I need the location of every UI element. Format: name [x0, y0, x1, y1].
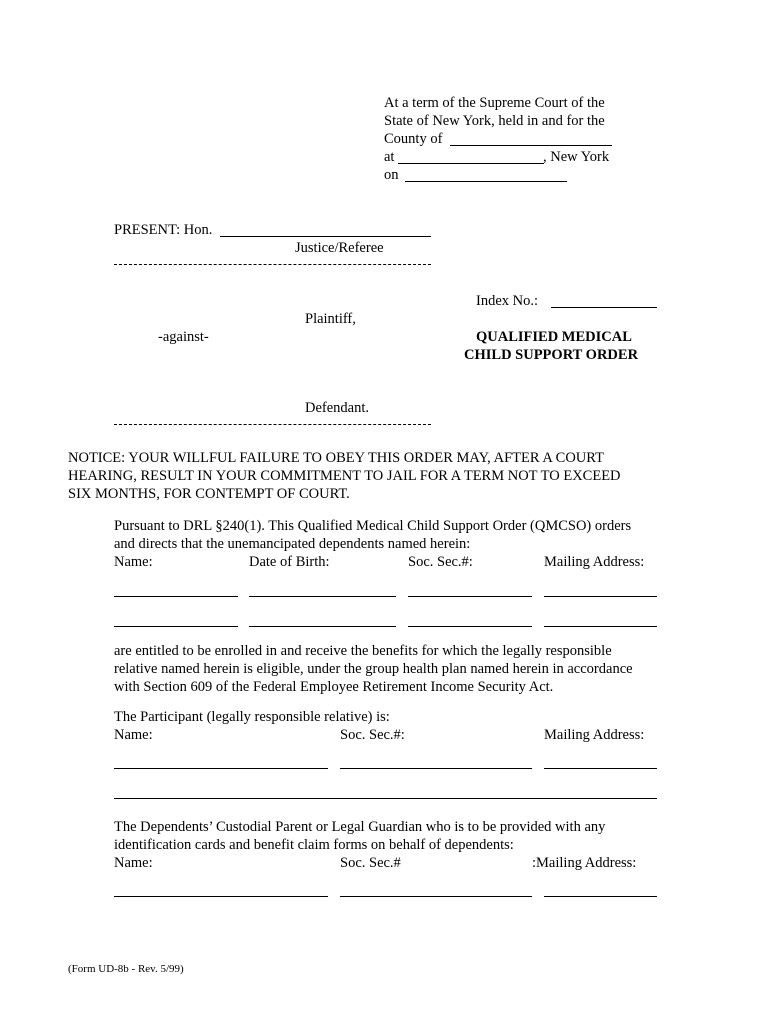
document-title-line2: CHILD SUPPORT ORDER — [464, 347, 639, 363]
entitlement-line1: are entitled to be enrolled in and receive the benefits for which the legally responsible — [114, 643, 612, 659]
judge-name-field[interactable] — [220, 236, 431, 237]
dependent-1-name-field[interactable] — [114, 596, 238, 597]
participant-address-field-2[interactable] — [114, 798, 657, 799]
caption-divider-top — [114, 264, 431, 265]
county-label: County of — [384, 131, 443, 147]
plaintiff-label: Plaintiff, — [305, 311, 356, 327]
notice-line3: SIX MONTHS, FOR CONTEMPT OF COURT. — [68, 486, 350, 502]
notice-line1: NOTICE: YOUR WILLFUL FAILURE TO OBEY THIS ORDER MAY, AFTER A COURT — [68, 450, 604, 466]
against-label: -against- — [158, 329, 209, 345]
caption-divider-bottom — [114, 424, 431, 425]
custodial-address-field[interactable] — [544, 896, 657, 897]
custodial-ssn-field[interactable] — [340, 896, 532, 897]
dependents-col-dob: Date of Birth: — [249, 554, 330, 570]
participant-col-name: Name: — [114, 727, 153, 743]
dependent-1-dob-field[interactable] — [249, 596, 396, 597]
dependent-2-address-field[interactable] — [544, 626, 657, 627]
index-label: Index No.: — [476, 293, 539, 309]
dependents-col-address: Mailing Address: — [544, 554, 645, 570]
dependent-2-ssn-field[interactable] — [408, 626, 532, 627]
notice-line2: HEARING, RESULT IN YOUR COMMITMENT TO JAIL FOR A TERM NOT TO EXCEED — [68, 468, 621, 484]
participant-col-ssn: Soc. Sec.#: — [340, 727, 405, 743]
dependent-2-dob-field[interactable] — [249, 626, 396, 627]
index-number-field[interactable] — [551, 307, 657, 308]
dependents-col-ssn: Soc. Sec.#: — [408, 554, 473, 570]
present-label: PRESENT: Hon. — [114, 222, 213, 238]
county-field[interactable] — [450, 145, 612, 146]
custodial-name-field[interactable] — [114, 896, 328, 897]
entitlement-line2: relative named herein is eligible, under the group health plan named herein in accordance — [114, 661, 633, 677]
court-header-line1: At a term of the Supreme Court of the — [384, 95, 605, 111]
court-header-line2: State of New York, held in and for the — [384, 113, 605, 129]
custodial-col-name: Name: — [114, 855, 153, 871]
dependent-1-ssn-field[interactable] — [408, 596, 532, 597]
form-id: (Form UD-8b - Rev. 5/99) — [68, 963, 184, 975]
location-field[interactable] — [398, 163, 544, 164]
document-title-line1: QUALIFIED MEDICAL — [476, 329, 632, 345]
entitlement-line3: with Section 609 of the Federal Employee Retirement Income Security Act. — [114, 679, 554, 695]
dependents-col-name: Name: — [114, 554, 153, 570]
date-field[interactable] — [405, 181, 567, 182]
participant-name-field[interactable] — [114, 768, 328, 769]
participant-ssn-field[interactable] — [340, 768, 532, 769]
participant-address-field[interactable] — [544, 768, 657, 769]
dependents-intro-line2: and directs that the unemancipated dependents named herein: — [114, 536, 471, 552]
custodial-col-ssn: Soc. Sec.# — [340, 855, 401, 871]
dependents-intro-line1: Pursuant to DRL §240(1). This Qualified Medical Child Support Order (QMCSO) orders — [114, 518, 632, 534]
custodial-line1: The Dependents’ Custodial Parent or Legal Guardian who is to be provided with any — [114, 819, 606, 835]
participant-col-address: Mailing Address: — [544, 727, 645, 743]
custodial-line2: identification cards and benefit claim forms on behalf of dependents: — [114, 837, 514, 853]
justice-title: Justice/Referee — [295, 240, 384, 256]
at-label: at — [384, 149, 395, 165]
dependent-2-name-field[interactable] — [114, 626, 238, 627]
on-label: on — [384, 167, 399, 183]
dependent-1-address-field[interactable] — [544, 596, 657, 597]
custodial-col-address: :Mailing Address: — [532, 855, 637, 871]
defendant-label: Defendant. — [305, 400, 370, 416]
participant-heading: The Participant (legally responsible relative) is: — [114, 709, 390, 725]
state-suffix: , New York — [543, 149, 610, 165]
